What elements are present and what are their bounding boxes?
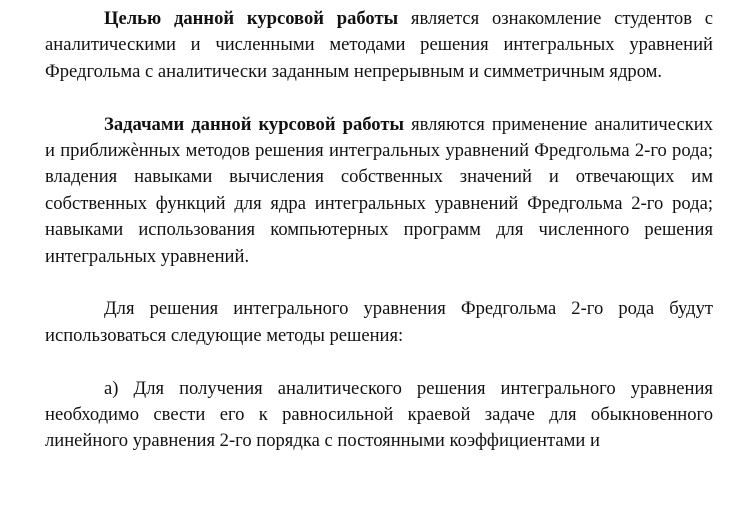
goal-lead: Целью данной курсовой работы xyxy=(104,8,399,29)
paragraph-methods-intro xyxy=(45,296,713,349)
tasks-text: являются применение аналитических и приближѐнных методов решения интегральных уравнений Фредгольма 2-го рода; владения навыками вычисления собственных значений и отвечающих им собственных функций для ядра интегральных уравнений Фредгольма 2-го рода; навыками использования компьютерных программ для численного решения интегральных уравнений. xyxy=(45,113,713,267)
paragraph-goal xyxy=(45,6,713,85)
document-page xyxy=(45,6,713,455)
paragraph-method-a xyxy=(45,376,713,455)
methods-intro-text: Для решения интегрального уравнения Фредгольма 2-го рода будут использоваться следующие методы решения: xyxy=(45,298,713,346)
method-a-text: а) Для получения аналитического решения интегрального уравнения необходимо свести его к равносильной краевой задаче для обыкновенного линейного уравнения 2-го порядка с постоянными коэффициентами и xyxy=(45,377,713,452)
tasks-lead: Задачами данной курсовой работы xyxy=(104,113,405,135)
paragraph-tasks xyxy=(45,112,713,270)
goal-text: является ознакомление студентов с аналитическими и численными методами решения интегральных уравнений Фредгольма с аналитически заданным непрерывным и симметричным ядром. xyxy=(45,8,713,82)
